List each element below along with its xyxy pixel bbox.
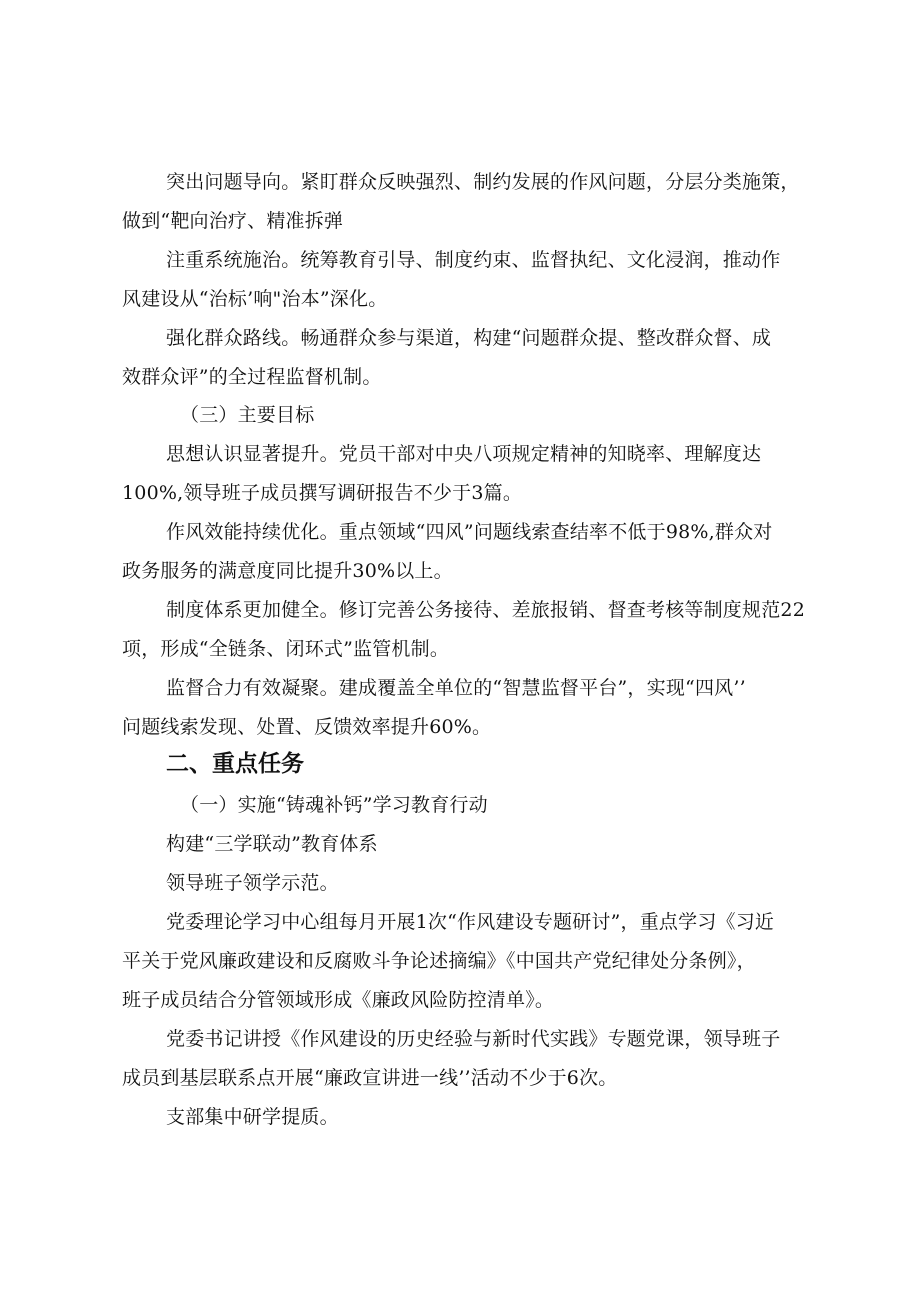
paragraph-mass-line-cont: 效群众评”的全过程监督机制。 (122, 366, 382, 388)
paragraph-leadership-demonstration: 领导班子领学示范。 (166, 872, 339, 894)
paragraph-work-style-efficiency-cont: 政务服务的满意度同比提升30%以上。 (122, 560, 453, 582)
paragraph-systematic-governance-cont: 风建设从“治标’响"治本”深化。 (122, 288, 388, 310)
paragraph-institutional-system: 制度体系更加健全。修订完善公务接待、差旅报销、督查考核等制度规范22 (166, 599, 805, 621)
paragraph-ideological-awareness-cont: 100%,领导班子成员撰写调研报告不少于3篇。 (122, 482, 523, 504)
paragraph-systematic-governance: 注重系统施治。统筹教育引导、制度约束、监督执纪、文化浸润，推动作 (166, 249, 781, 271)
paragraph-mass-line: 强化群众路线。畅通群众参与渠道，构建“问题群众提、整改群众督、成 (166, 327, 772, 349)
paragraph-institutional-system-cont: 项，形成“全链条、闭环式”监管机制。 (122, 638, 450, 660)
paragraph-three-learning-system: 构建“三学联动”教育体系 (166, 833, 378, 855)
paragraph-ideological-awareness: 思想认识显著提升。党员干部对中央八项规定精神的知晓率、理解度达 (166, 443, 762, 465)
paragraph-problem-oriented: 突出问题导向。紧盯群众反映强烈、制约发展的作风问题，分层分类施策， (166, 171, 800, 193)
subheading-learning-action: （一）实施“铸魂补钙”学习教育行动 (180, 794, 488, 816)
section-heading-key-tasks: 二、重点任务 (166, 751, 304, 777)
paragraph-central-group-study: 党委理论学习中心组每月开展1次“作风建设专题研讨”，重点学习《习近 (166, 911, 775, 933)
paragraph-party-lecture: 党委书记讲授《作风建设的历史经验与新时代实践》专题党课，领导班子 (166, 1028, 781, 1050)
paragraph-supervision-synergy-cont: 问题线索发现、处置、反馈效率提升60%。 (122, 716, 492, 738)
paragraph-problem-oriented-cont: 做到“靶向治疗、精准拆弹 (122, 210, 344, 232)
paragraph-central-group-study-cont-1: 平关于党风廉政建设和反腐败斗争论述摘编》《中国共产党纪律处分条例》， (122, 950, 756, 972)
paragraph-work-style-efficiency: 作风效能持续优化。重点领域“四风”问题线索查结率不低于98%,群众对 (166, 521, 773, 543)
paragraph-party-lecture-cont: 成员到基层联系点开展“廉政宣讲进一线’’活动不少于6次。 (122, 1067, 618, 1089)
paragraph-branch-study: 支部集中研学提质。 (166, 1106, 339, 1128)
subheading-main-goals: （三）主要目标 (180, 404, 315, 426)
paragraph-supervision-synergy: 监督合力有效凝聚。建成覆盖全单位的“智慧监督平台”，实现“四风’’ (166, 677, 746, 699)
paragraph-central-group-study-cont-2: 班子成员结合分管领域形成《廉政风险防控清单》。 (122, 989, 555, 1011)
